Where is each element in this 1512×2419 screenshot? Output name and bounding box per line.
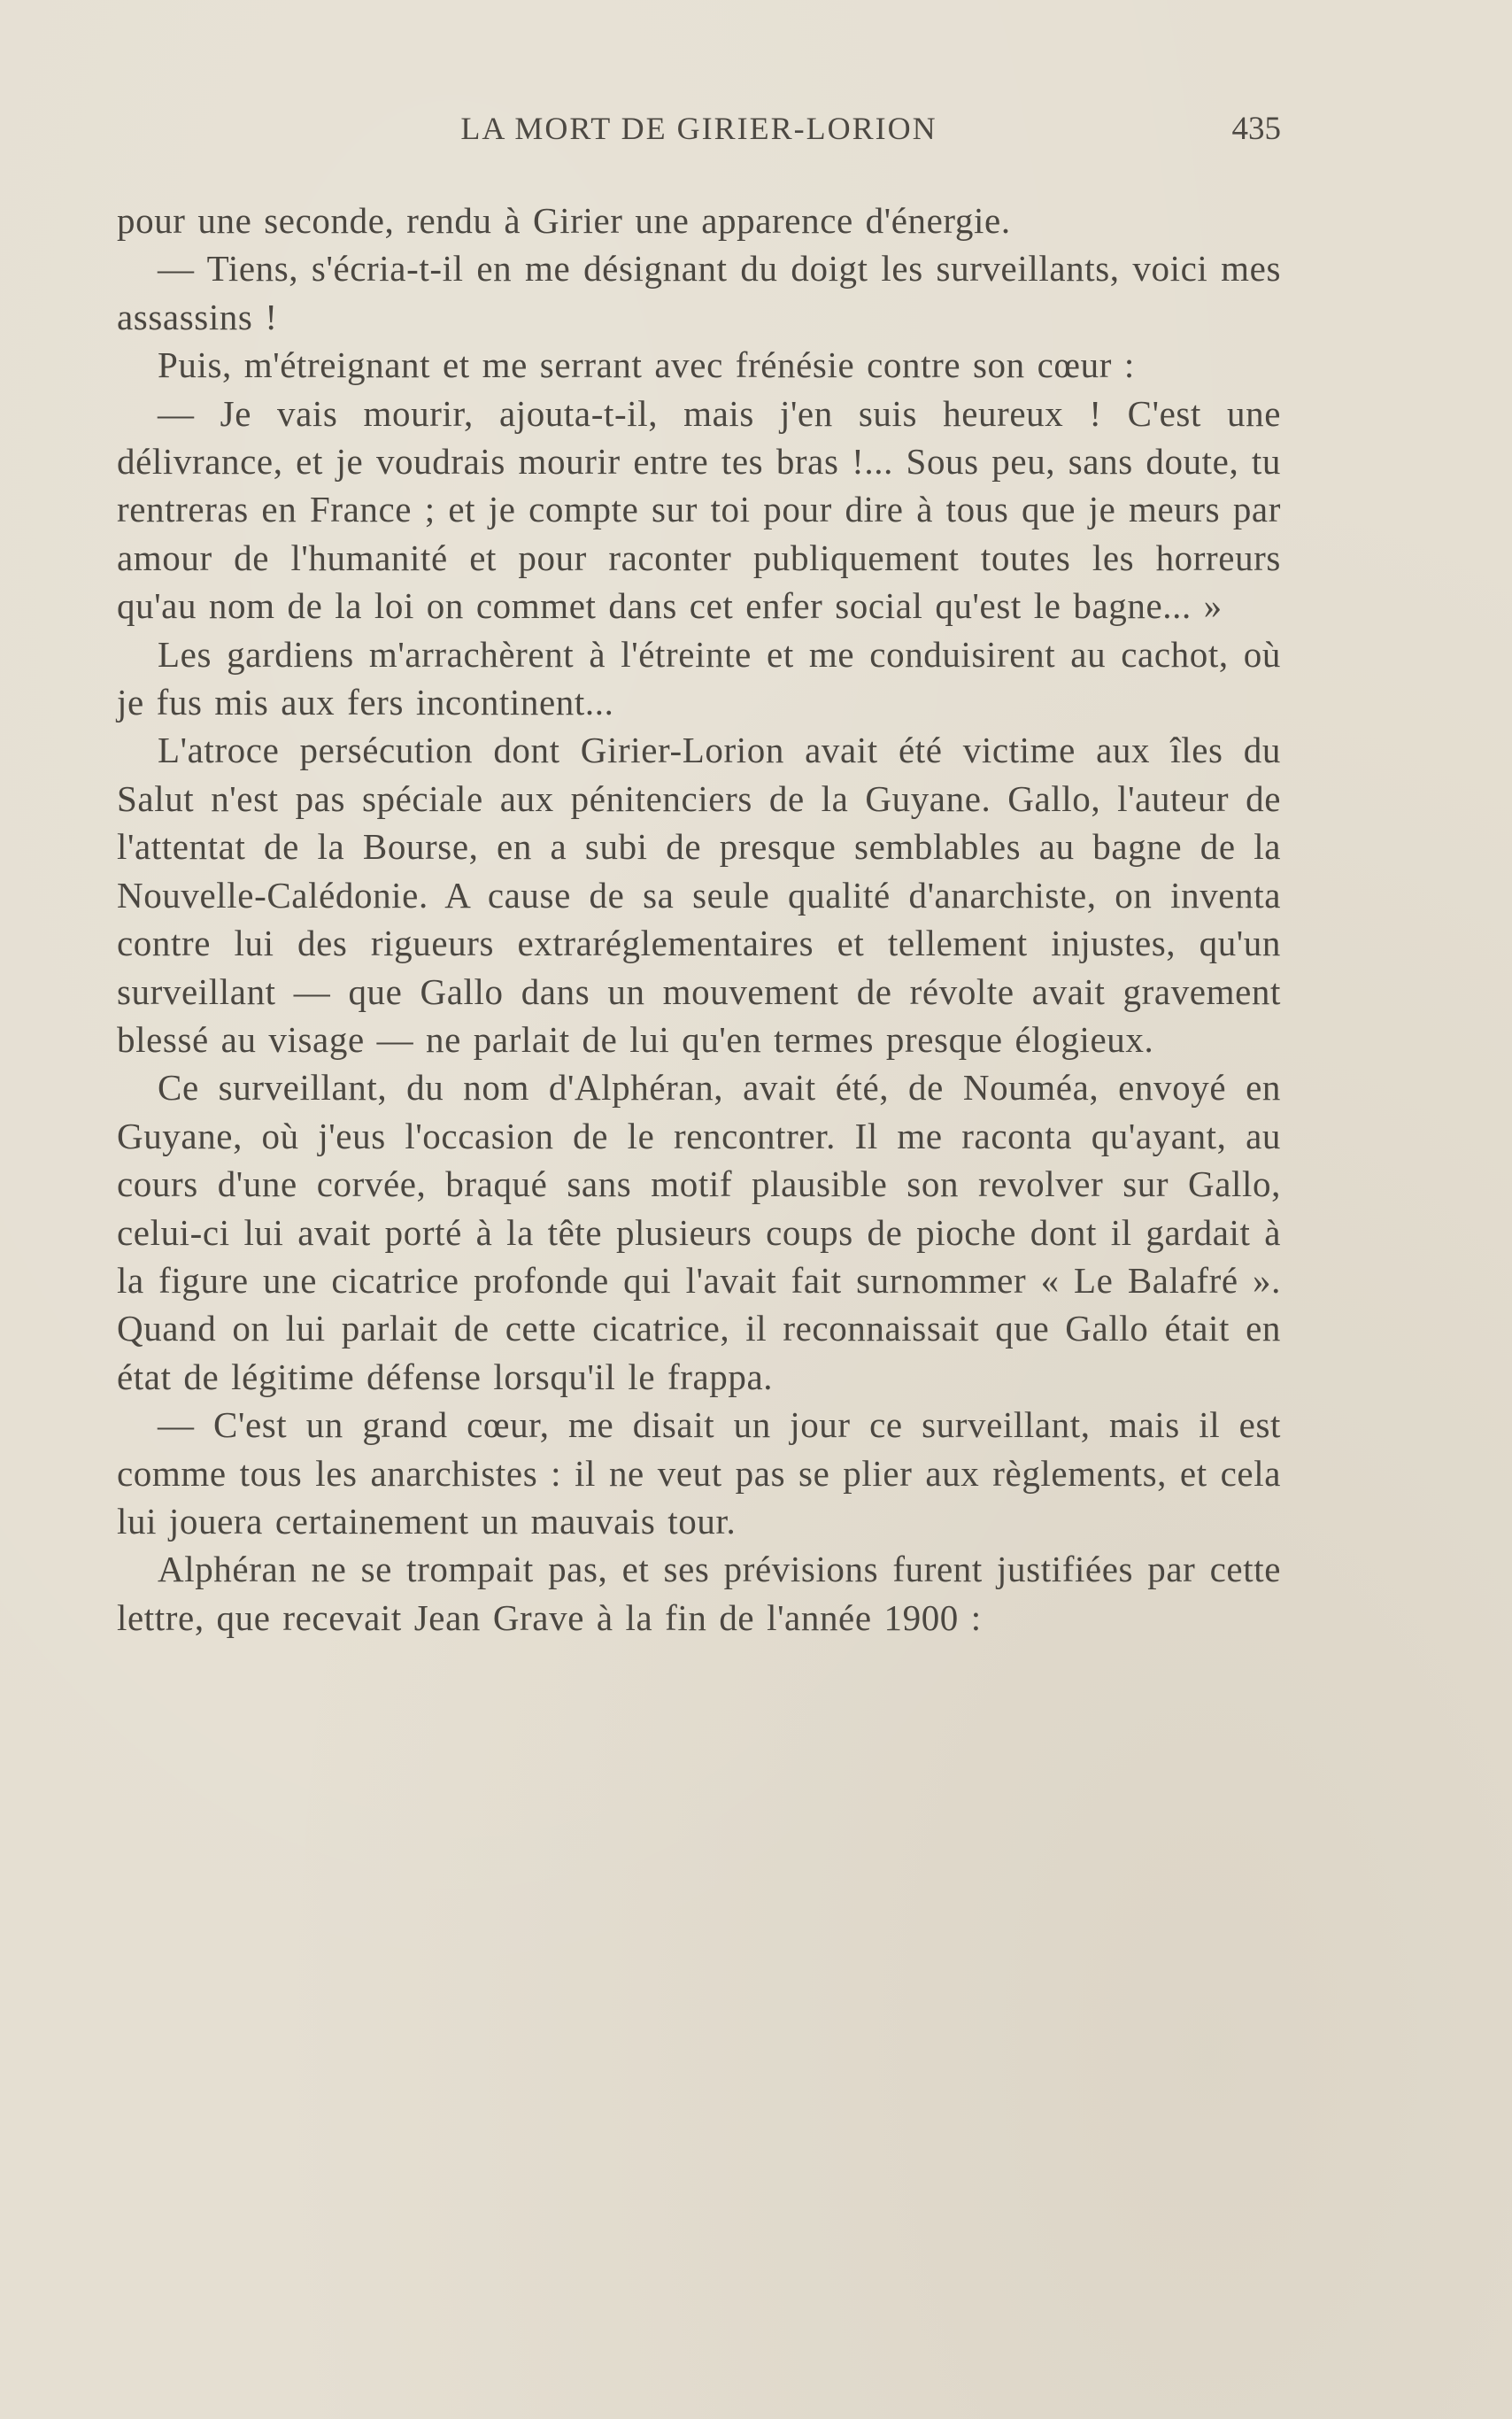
paragraph-1: pour une seconde, rendu à Girier une apparence d'énergie.	[117, 200, 1011, 241]
body-text	[117, 197, 1281, 1642]
paragraph-8: — C'est un grand cœur, me disait un jour ce surveillant, mais il est comme tous les anarchistes : il ne veut pas se plier aux règlements, et cela lui jouera certainement un mauvais tour.	[117, 1404, 1281, 1542]
paragraph-7: Ce surveillant, du nom d'Alphéran, avait été, de Nouméa, envoyé en Guyane, où j'eus l'occasion de le rencontrer. Il me raconta qu'ayant, au cours d'une corvée, braqué sans motif plausible son revolver sur Gallo, celui-ci lui avait porté à la tête plusieurs coups de pioche dont il gardait à la figure une cicatrice profonde qui l'avait fait surnommer « Le Balafré ». Quand on lui parlait de cette cicatrice, il reconnaissait que Gallo était en état de légitime défense lorsqu'il le frappa.	[117, 1067, 1281, 1397]
running-head	[117, 110, 1281, 154]
paragraph-2: — Tiens, s'écria-t-il en me désignant du doigt les surveillants, voici mes assassins !	[117, 248, 1281, 337]
running-title: LA MORT DE GIRIER-LORION	[460, 111, 937, 146]
paragraph-5: Les gardiens m'arrachèrent à l'étreinte et me conduisirent au cachot, où je fus mis aux fers incontinent...	[117, 633, 1281, 723]
paragraph-6: L'atroce persécution dont Girier-Lorion avait été victime aux îles du Salut n'est pas spéciale aux pénitenciers de la Guyane. Gallo, l'auteur de l'attentat de la Bourse, en a subi de presque semblables au bagne de la Nouvelle-Calédonie. A cause de sa seule qualité d'anarchiste, on inventa contre lui des rigueurs extraréglementaires et tellement injustes, qu'un surveillant — que Gallo dans un mouvement de révolte avait gravement blessé au visage — ne parlait de lui qu'en termes presque élogieux.	[117, 730, 1281, 1060]
page-number: 435	[1231, 111, 1281, 147]
paragraph-4: — Je vais mourir, ajouta-t-il, mais j'en suis heureux ! C'est une délivrance, et je voudrais mourir entre tes bras !... Sous peu, sans doute, tu rentreras en France ; et je compte sur toi pour dire à tous que je meurs par amour de l'humanité et pour raconter publiquement toutes les horreurs qu'au nom de la loi on commet dans cet enfer social qu'est le bagne... »	[117, 392, 1281, 627]
paragraph-3: Puis, m'étreignant et me serrant avec frénésie contre son cœur :	[158, 344, 1135, 386]
paragraph-9: Alphéran ne se trompait pas, et ses prévisions furent justifiées par cette lettre, que recevait Jean Grave à la fin de l'année 1900 :	[117, 1549, 1281, 1638]
